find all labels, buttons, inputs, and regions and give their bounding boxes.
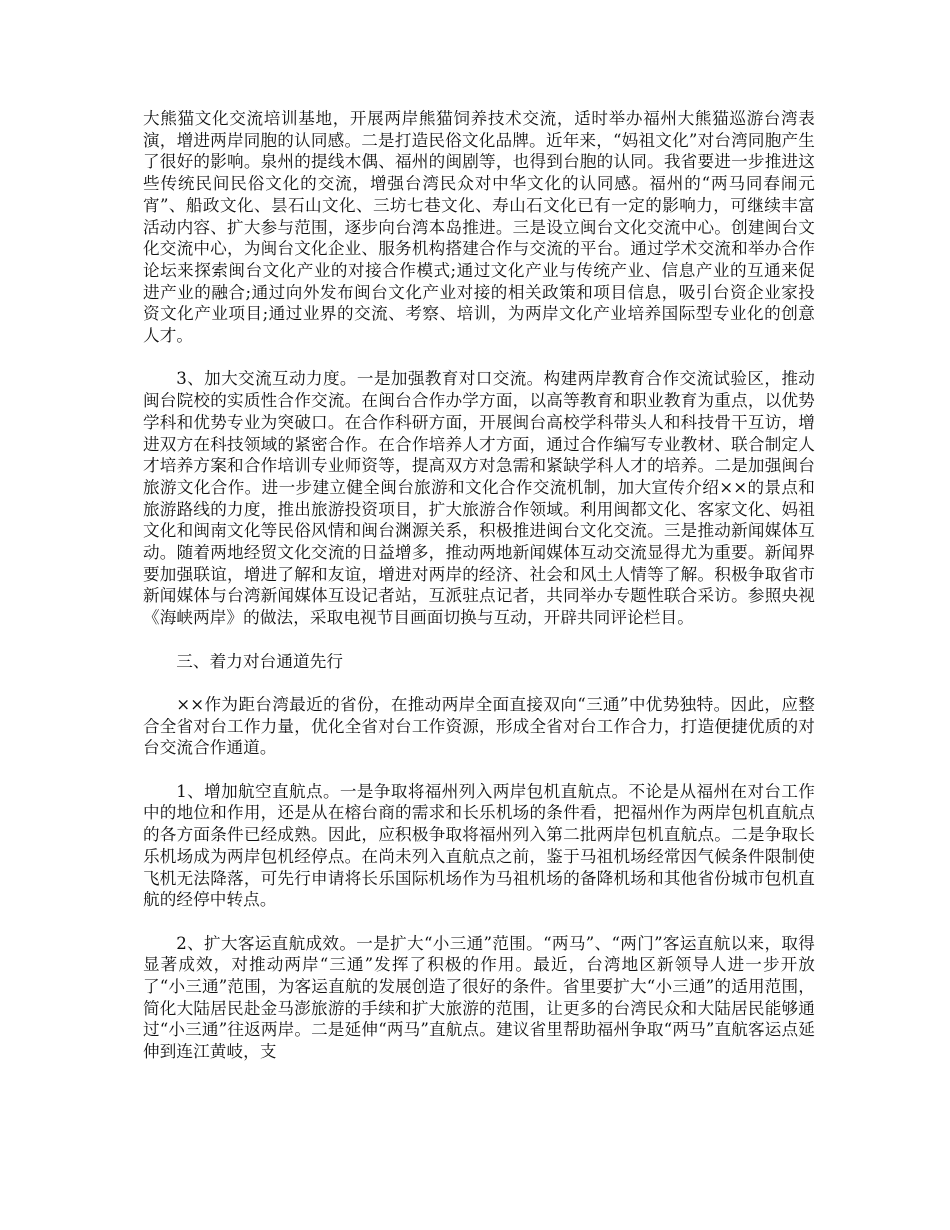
paragraph-panda-culture: 大熊猫文化交流培训基地，开展两岸熊猫饲养技术交流，适时举办福州大熊猫巡游台湾表演，增进两岸同胞的认同感。二是打造民俗文化品牌。近年来，“妈祖文化”对台湾同胞产生了很好的影响。泉州的提线木偶、福州的闽剧等，也得到台胞的认同。我省要进一步推进这些传统民间民俗文化的交流，增强台湾民众对中华文化的认同感。福州的“两马同春闹元宵”、船政文化、昙石山文化、三坊七巷文化、寿山石文化已有一定的影响力，可继续丰富活动内容、扩大参与范围，逐步向台湾本岛推进。三是设立闽台文化交流中心。创建闽台文化交流中心，为闽台文化企业、服务机构搭建合作与交流的平台。通过学术交流和举办合作论坛来探索闽台文化产业的对接合作模式;通过文化产业与传统产业、信息产业的互通来促进产业的融合;通过向外发布闽台文化产业对接的相关政策和项目信息，吸引台资企业家投资文化产业项目;通过业界的交流、考察、培训，为两岸文化产业培养国际型专业化的创意人才。 (143, 109, 815, 346)
document-body (143, 108, 815, 1085)
paragraph-three-links: ××作为距台湾最近的省份，在推动两岸全面直接双向“三通”中优势独特。因此，应整合全省对台工作力量，优化全省对台工作资源，形成全省对台工作合力，打造便捷优质的对台交流合作通道。 (143, 694, 815, 758)
paragraph-exchange-interaction: 3、加大交流互动力度。一是加强教育对口交流。构建两岸教育合作交流试验区，推动闽台院校的实质性合作交流。在闽台合作办学方面，以高等教育和职业教育为重点，以优势学科和优势专业为突破口。在合作科研方面，开展闽台高校学科带头人和科技骨干互访，增进双方在科技领域的紧密合作。在合作培养人才方面，通过合作编写专业教材、联合制定人才培养方案和合作培训专业师资等，提高双方对急需和紧缺学科人才的培养。二是加强闽台旅游文化合作。进一步建立健全闽台旅游和文化合作交流机制，加大宣传介绍××的景点和旅游路线的力度，推出旅游投资项目，扩大旅游合作领域。利用闽都文化、客家文化、妈祖文化和闽南文化等民俗风情和闽台渊源关系，积极推进闽台文化交流。三是推动新闻媒体互动。随着两地经贸文化交流的日益增多，推动两地新闻媒体互动交流显得尤为重要。新闻界要加强联谊，增进了解和友谊，增进对两岸的经济、社会和风土人情等了解。积极争取省市新闻媒体与台湾新闻媒体互设记者站，互派驻点记者，共同举办专题性联合采访。参照央视《海峡两岸》的做法，采取电视节目画面切换与互动，开辟共同评论栏目。 (143, 369, 815, 628)
paragraph-passenger-direct-shipping: 2、扩大客运直航成效。一是扩大“小三通”范围。“两马”、“两门”客运直航以来，取得显著成效，对推动两岸“三通”发挥了积极的作用。最近，台湾地区新领导人进一步开放了“小三通”范围，为客运直航的发展创造了很好的条件。省里要扩大“小三通”的适用范围，简化大陆居民赴金马澎旅游的手续和扩大旅游的范围，让更多的台湾民众和大陆居民能够通过“小三通”往返两岸。二是延伸“两马”直航点。建议省里帮助福州争取“两马”直航客运点延伸到连江黄岐，支 (143, 933, 815, 1062)
paragraph-air-direct-flights: 1、增加航空直航点。一是争取将福州列入两岸包机直航点。不论是从福州在对台工作中的地位和作用，还是从在榕台商的需求和长乐机场的条件看，把福州作为两岸包机直航点的各方面条件已经成熟。因此，应积极争取将福州列入第二批两岸包机直航点。二是争取长乐机场成为两岸包机经停点。在尚未列入直航点之前，鉴于马祖机场经常因气候条件限制使飞机无法降落，可先行申请将长乐国际机场作为马祖机场的备降机场和其他省份城市包机直航的经停中转点。 (143, 781, 815, 910)
section-heading-taiwan-channel: 三、着力对台通道先行 (176, 651, 344, 671)
